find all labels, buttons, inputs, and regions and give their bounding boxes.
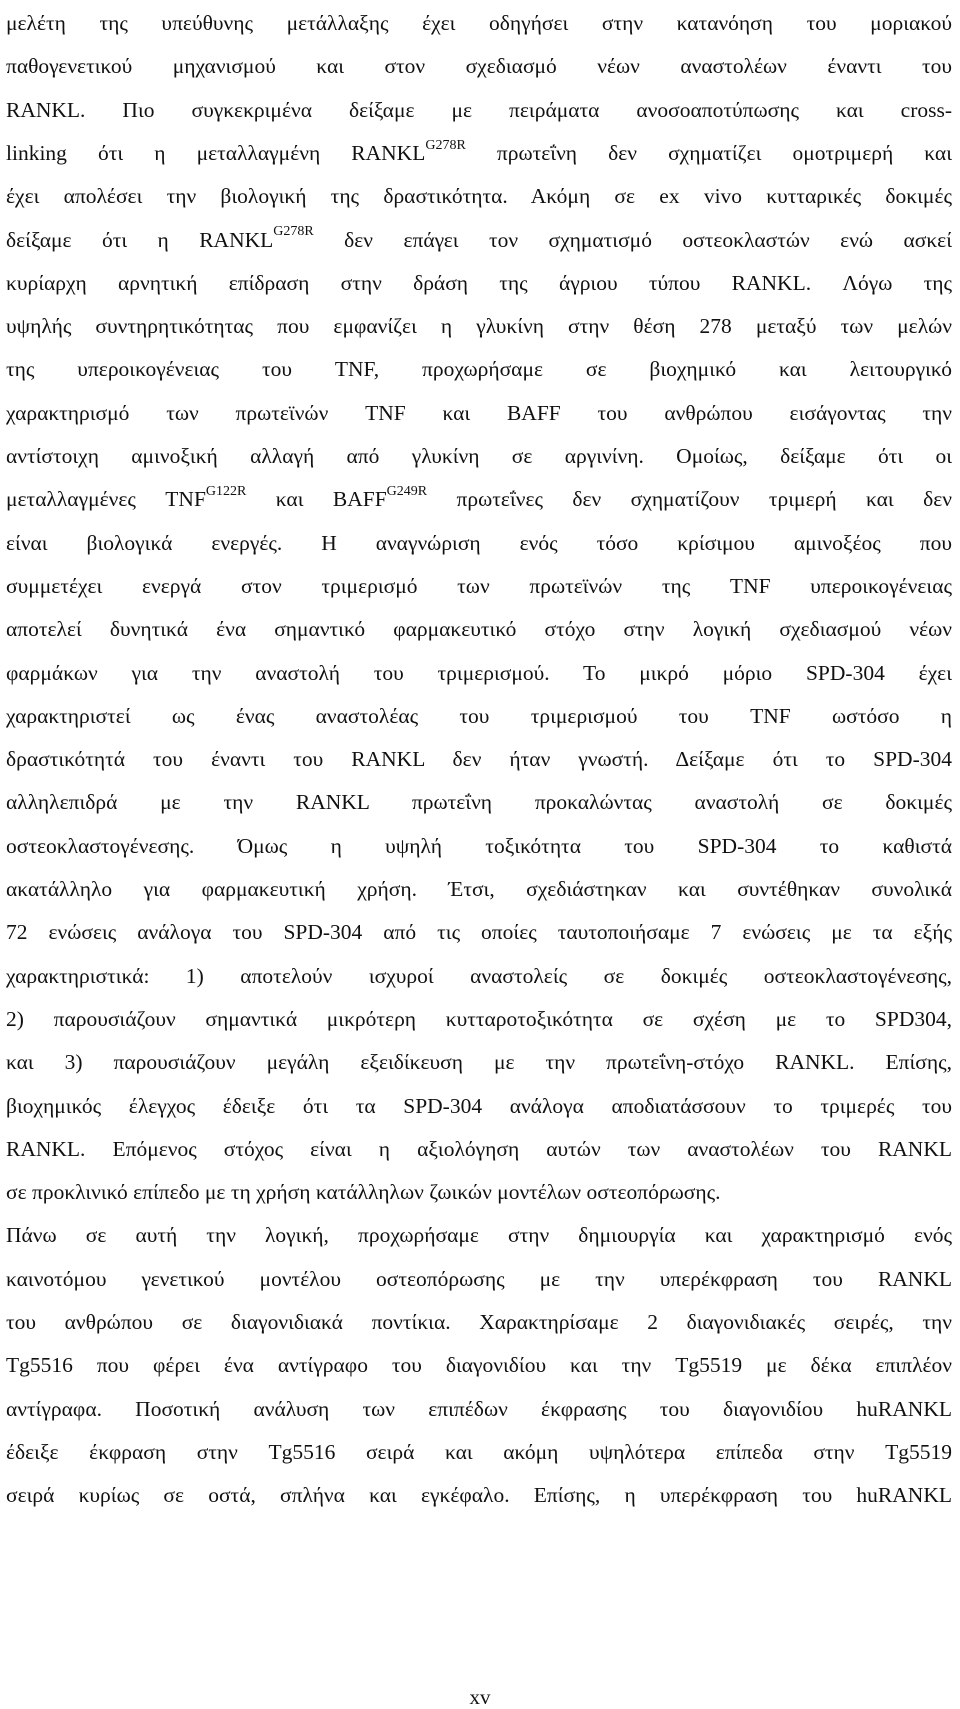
superscript: G249R <box>386 484 428 500</box>
text-line: και 3) παρουσιάζουν μεγάλη εξειδίκευση με την πρωτεΐνη-στόχο RANKL. Επίσης, <box>6 1050 952 1075</box>
text-line: είναι βιολογικά ενεργές. Η αναγνώριση ενός τόσο κρίσιμου αμινοξέος που <box>6 530 952 555</box>
text-line: παθογενετικού μηχανισμού και στον σχεδιασμό νέων αναστολέων έναντι του <box>6 54 952 79</box>
text-segment: δεν επάγει τον σχηματισμό οστεοκλαστών ενώ ασκεί <box>313 227 952 252</box>
text-line: αντίγραφα. Ποσοτική ανάλυση των επιπέδων έκφρασης του διαγονιδίου huRANKL <box>6 1396 952 1421</box>
text-line: RANKL. Πιο συγκεκριμένα δείξαμε με πειράματα ανοσοαποτύπωσης και cross- <box>6 97 952 122</box>
text-line <box>6 476 952 522</box>
text-line: RANKL. Επόμενος στόχος είναι η αξιολόγηση αυτών των αναστολέων του RANKL <box>6 1136 952 1161</box>
text-line: 72 ενώσεις ανάλογα του SPD-304 από τις οποίες ταυτοποιήσαμε 7 ενώσεις με τα εξής <box>6 920 952 945</box>
text-line: έχει απολέσει την βιολογική της δραστικότητα. Ακόμη σε ex vivo κυτταρικές δοκιμές <box>6 184 952 209</box>
text-line: υψηλής συντηρητικότητας που εμφανίζει η γλυκίνη στην θέση 278 μεταξύ των μελών <box>6 314 952 339</box>
superscript: G278R <box>273 224 314 240</box>
text-line: της υπεροικογένειας του TNF, προχωρήσαμε σε βιοχημικό και λειτουργικό <box>6 357 952 382</box>
text-line: αντίστοιχη αμινοξική αλλαγή από γλυκίνη σε αργινίνη. Ομοίως, δείξαμε ότι οι <box>6 444 952 468</box>
text-line: 2) παρουσιάζουν σημαντικά μικρότερη κυτταροτοξικότητα σε σχέση με το SPD304, <box>6 1006 952 1031</box>
text-line: χαρακτηριστικά: 1) αποτελούν ισχυροί αναστολείς σε δοκιμές οστεοκλαστογένεσης, <box>6 963 952 988</box>
text-segment: και BAFF <box>246 487 387 512</box>
text-line: φαρμάκων για την αναστολή του τριμερισμού. Το μικρό μόριο SPD-304 έχει <box>6 660 952 685</box>
text-line: του ανθρώπου σε διαγονιδιακά ποντίκια. Χαρακτηρίσαμε 2 διαγονιδιακές σειρές, την <box>6 1310 952 1334</box>
text-line <box>6 217 952 263</box>
text-line: συμμετέχει ενεργά στον τριμερισμό των πρωτεϊνών της TNF υπεροικογένειας <box>6 573 952 598</box>
text-line: σειρά κυρίως σε οστά, σπλήνα και εγκέφαλο. Επίσης, η υπερέκφραση του huRANKL <box>6 1483 952 1508</box>
text-segment: πρωτεΐνη δεν σχηματίζει ομοτριμερή και <box>465 140 952 165</box>
text-line: Tg5516 που φέρει ένα αντίγραφο του διαγονιδίου και την Tg5519 με δέκα επιπλέον <box>6 1353 952 1378</box>
superscript: G278R <box>425 137 466 153</box>
page-number: xv <box>469 1685 491 1709</box>
text-line <box>6 130 952 176</box>
text-line: σε προκλινικό επίπεδο με τη χρήση κατάλληλων ζωικών μοντέλων οστεοπόρωσης. <box>6 1180 721 1205</box>
text-segment: linking ότι η μεταλλαγμένη RANKL <box>6 140 426 165</box>
superscript: G122R <box>205 484 247 500</box>
text-segment: δείξαμε ότι η RANKL <box>6 227 274 252</box>
text-line: χαρακτηρισμό των πρωτεϊνών TNF και BAFF του ανθρώπου εισάγοντας την <box>6 400 952 425</box>
text-line: χαρακτηριστεί ως ένας αναστολέας του τριμερισμού του TNF ωστόσο η <box>6 703 952 728</box>
text-line: δραστικότητά του έναντι του RANKL δεν ήταν γνωστή. Δείξαμε ότι το SPD-304 <box>6 747 952 772</box>
text-line: έδειξε έκφραση στην Tg5516 σειρά και ακόμη υψηλότερα επίπεδα στην Tg5519 <box>6 1439 952 1464</box>
text-line: αποτελεί δυνητικά ένα σημαντικό φαρμακευτικό στόχο στην λογική σχεδιασμού νέων <box>6 617 952 642</box>
text-segment: πρωτεΐνες δεν σχηματίζουν τριμερή και δεν <box>427 487 952 512</box>
text-line: βιοχημικός έλεγχος έδειξε ότι τα SPD-304 ανάλογα αποδιατάσσουν το τριμερές του <box>6 1093 952 1118</box>
text-line: οστεοκλαστογένεσης. Όμως η υψηλή τοξικότητα του SPD-304 το καθιστά <box>6 833 952 858</box>
text-line: κυρίαρχη αρνητική επίδραση στην δράση της άγριου τύπου RANKL. Λόγω της <box>6 270 952 295</box>
text-line: καινοτόμου γενετικού μοντέλου οστεοπόρωσης με την υπερέκφραση του RANKL <box>6 1266 952 1291</box>
text-line: Πάνω σε αυτή την λογική, προχωρήσαμε στην δημιουργία και χαρακτηρισμό ενός <box>6 1223 952 1248</box>
text-line: αλληλεπιδρά με την RANKL πρωτεΐνη προκαλώντας αναστολή σε δοκιμές <box>6 790 952 815</box>
text-line: μελέτη της υπεύθυνης μετάλλαξης έχει οδηγήσει στην κατανόηση του μοριακού <box>6 11 952 35</box>
text-segment: μεταλλαγμένες TNF <box>6 487 206 512</box>
text-line: ακατάλληλο για φαρμακευτική χρήση. Έτσι, σχεδιάστηκαν και συντέθηκαν συνολικά <box>6 877 952 901</box>
